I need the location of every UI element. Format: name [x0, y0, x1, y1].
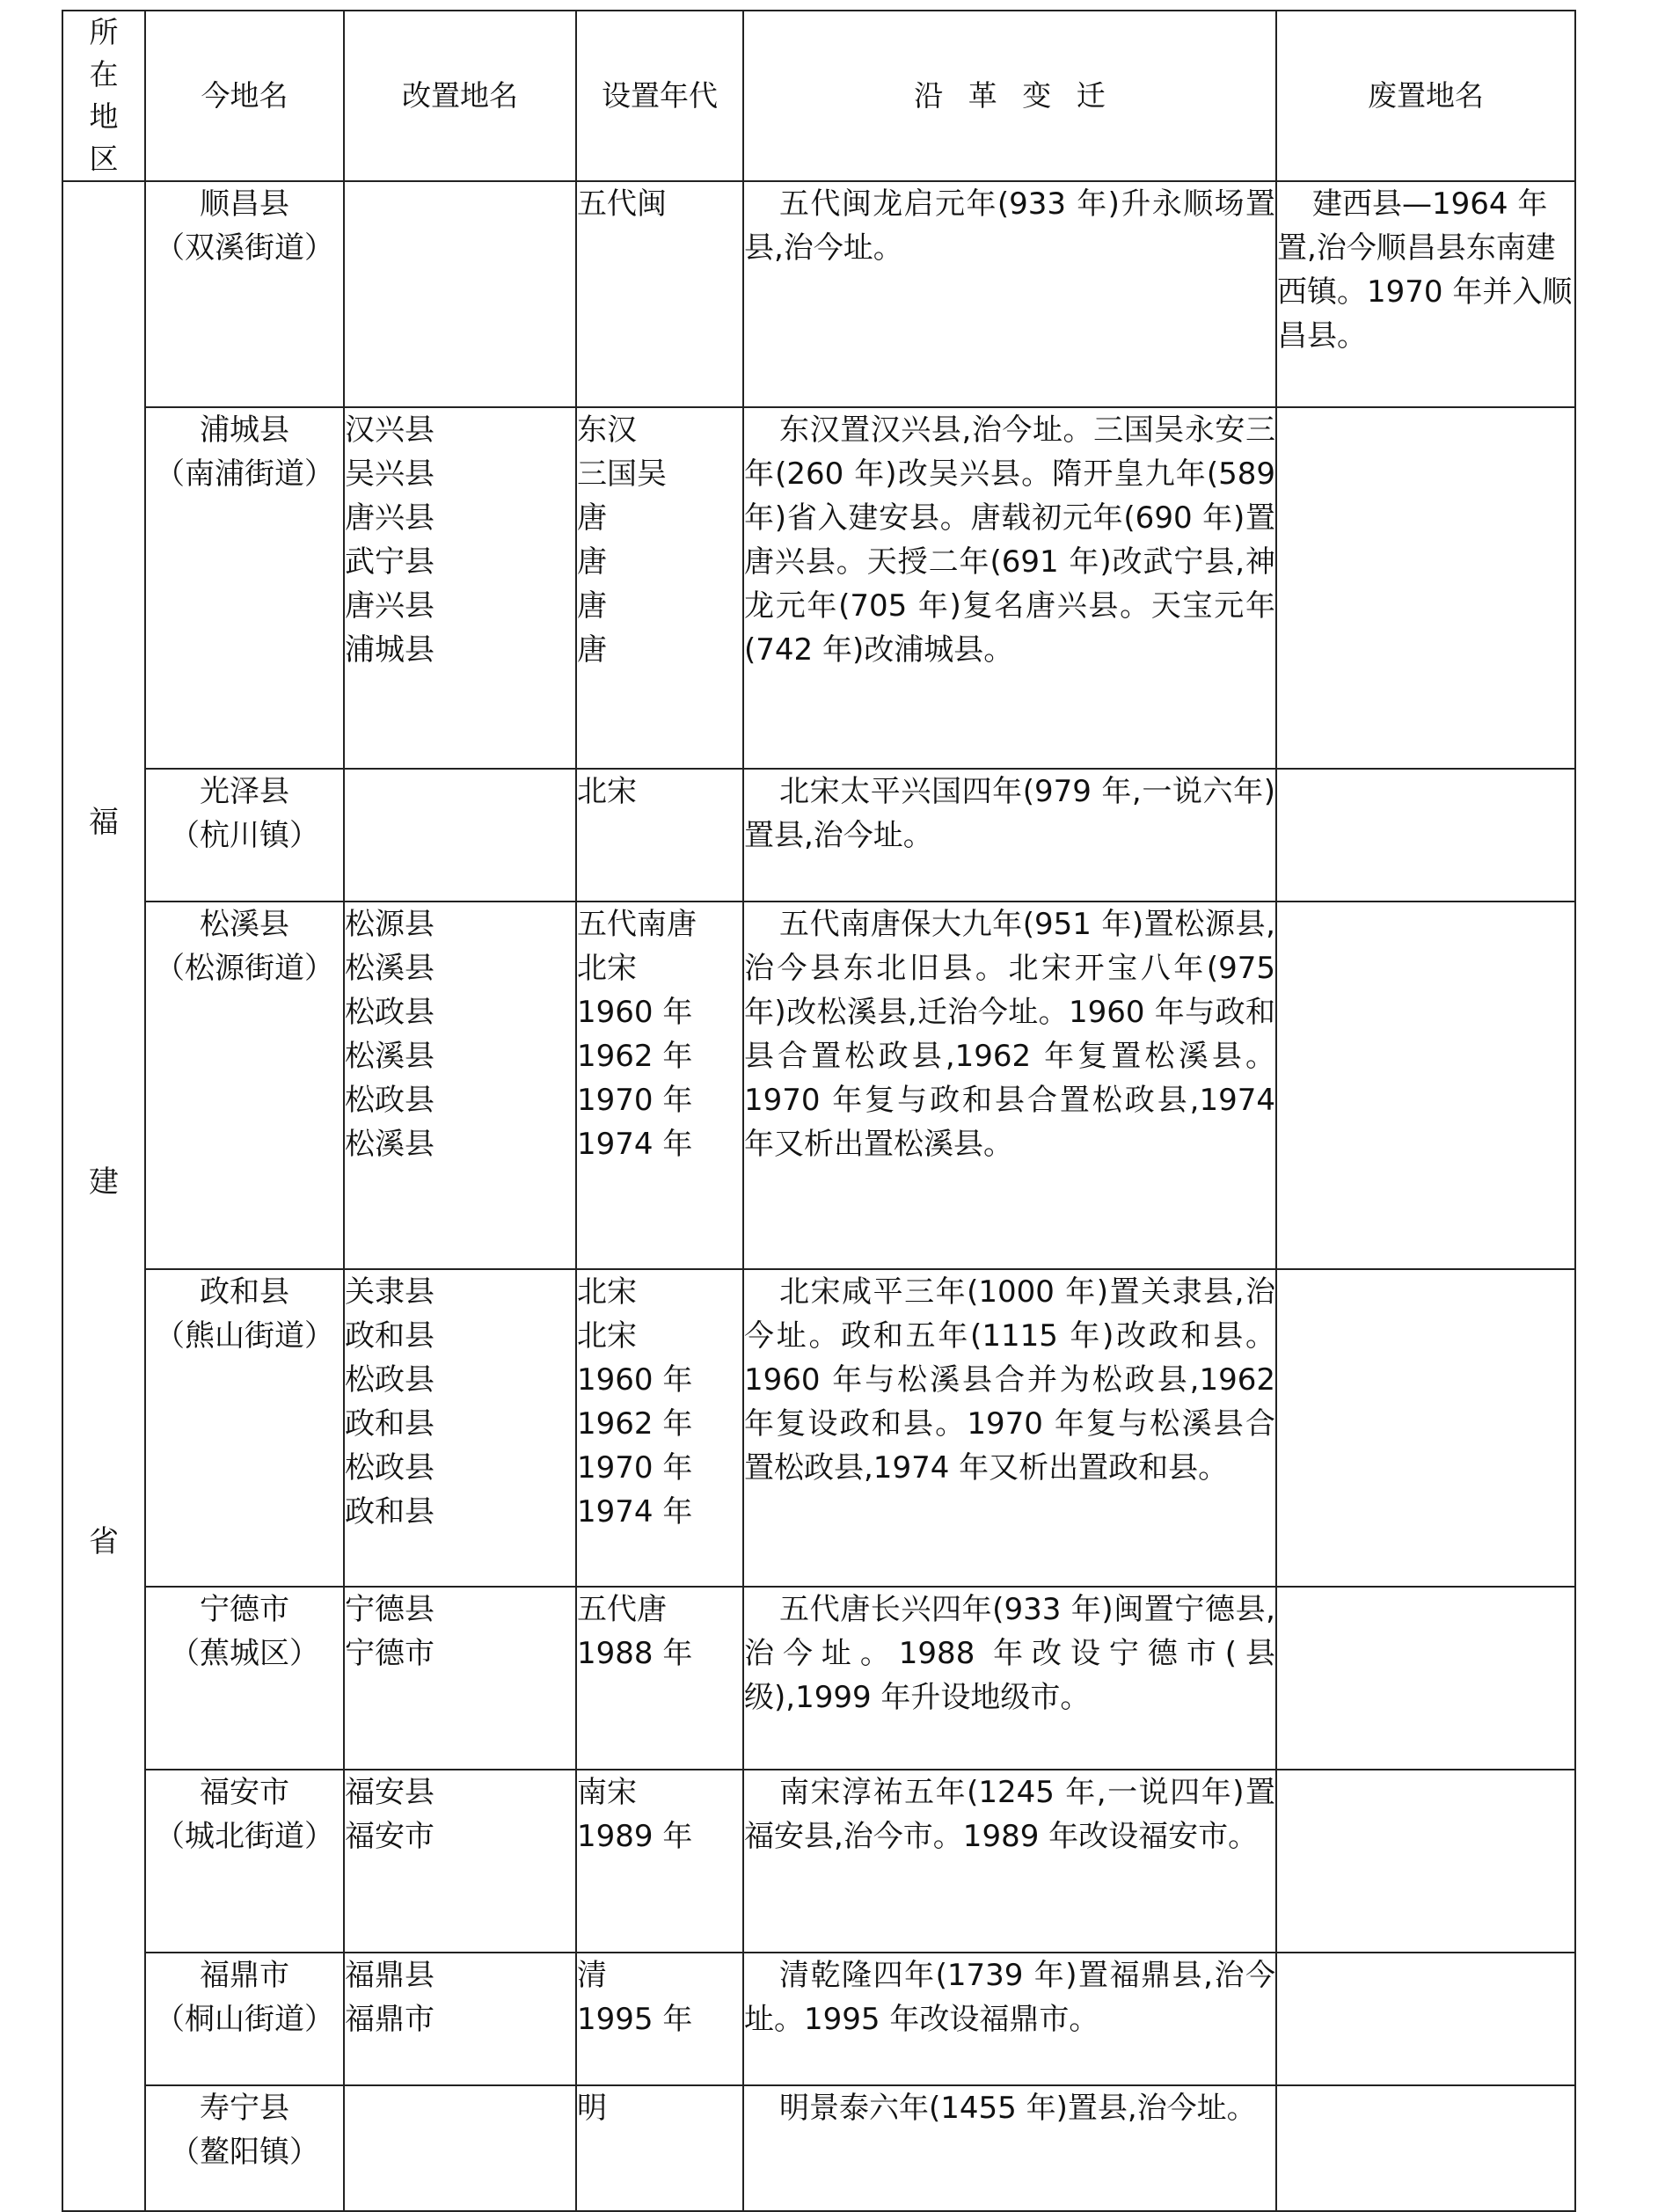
seat-name: （杭川镇） — [170, 818, 319, 853]
renamed-name: 松溪县 — [345, 951, 435, 986]
seat-name: （双溪街道） — [155, 230, 334, 266]
evolution-text: 五代唐长兴四年(933 年)闽置宁德县,治今址。1988 年改设宁德市(县级),1999 年升设地级市。 — [744, 1592, 1275, 1715]
evolution-text: 明景泰六年(1455 年)置县,治今址。 — [779, 2091, 1257, 2126]
current-name-cell — [145, 181, 344, 407]
era-value: 北宋 — [577, 774, 637, 809]
evolution-cell — [743, 1953, 1276, 2085]
province-char: 省 — [89, 1524, 119, 1559]
era-value: 1970 年 — [577, 1083, 693, 1118]
table-row — [62, 902, 1575, 1269]
era-value: 五代南唐 — [577, 907, 697, 942]
current-name: 浦城县 — [200, 412, 289, 448]
era-value: 1989 年 — [577, 1819, 693, 1854]
era-value: 1960 年 — [577, 995, 693, 1030]
abolished-cell — [1276, 1953, 1575, 2085]
renamed-name: 宁德市 — [345, 1636, 435, 1671]
era-value: 1988 年 — [577, 1636, 693, 1671]
era-value: 南宋 — [577, 1775, 637, 1810]
era-value: 北宋 — [577, 1274, 637, 1310]
current-name: 松溪县 — [200, 907, 289, 942]
evolution-text: 南宋淳祐五年(1245 年,一说四年)置福安县,治今市。1989 年改设福安市。 — [744, 1775, 1275, 1854]
current-name: 政和县 — [200, 1274, 289, 1310]
seat-name: （南浦街道） — [155, 456, 334, 492]
current-name: 光泽县 — [200, 774, 289, 809]
era-value: 1974 年 — [577, 1494, 693, 1529]
current-name-cell — [145, 1953, 344, 2085]
table-row — [62, 769, 1575, 902]
seat-name: （熊山街道） — [155, 1318, 334, 1354]
era-cell — [576, 1953, 743, 2085]
current-name: 福鼎市 — [200, 1958, 289, 1993]
abolished-cell — [1276, 1269, 1575, 1587]
era-value: 1970 年 — [577, 1450, 693, 1486]
era-value: 三国吴 — [577, 456, 667, 492]
era-value: 清 — [577, 1958, 607, 1993]
table-row — [62, 1587, 1575, 1770]
current-name-cell — [145, 1269, 344, 1587]
evolution-cell — [743, 1269, 1276, 1587]
current-name-cell — [145, 902, 344, 1269]
era-value: 唐 — [577, 544, 607, 580]
table-row — [62, 407, 1575, 769]
province-cell — [62, 181, 145, 2211]
renamed-cell — [344, 769, 576, 902]
evolution-text: 北宋太平兴国四年(979 年,一说六年)置县,治今址。 — [744, 774, 1275, 853]
evolution-cell — [743, 407, 1276, 769]
header-evolution: 沿 革 变 迁 — [743, 11, 1276, 181]
renamed-name: 松政县 — [345, 1450, 435, 1486]
renamed-name: 松政县 — [345, 1083, 435, 1118]
abolished-cell — [1276, 181, 1575, 407]
province-char: 福 — [89, 805, 119, 840]
era-value: 五代唐 — [577, 1592, 667, 1627]
evolution-cell — [743, 181, 1276, 407]
evolution-cell — [743, 902, 1276, 1269]
renamed-name: 福鼎市 — [345, 2002, 435, 2037]
header-abolished: 废置地名 — [1276, 11, 1575, 181]
era-value: 1995 年 — [577, 2002, 693, 2037]
abolished-text: 建西县—1964 年置,治今顺昌县东南建西镇。1970 年并入顺昌县。 — [1277, 186, 1573, 354]
era-value: 唐 — [577, 632, 607, 668]
renamed-name: 唐兴县 — [345, 500, 435, 536]
era-value: 1962 年 — [577, 1406, 693, 1442]
header-current-name: 今地名 — [145, 11, 344, 181]
header-region: 所在地区 — [62, 11, 145, 181]
header-row — [62, 11, 1575, 181]
era-cell — [576, 181, 743, 407]
era-cell — [576, 407, 743, 769]
current-name: 宁德市 — [200, 1592, 289, 1627]
evolution-text: 五代闽龙启元年(933 年)升永顺场置县,治今址。 — [744, 186, 1275, 266]
current-name-cell — [145, 2085, 344, 2211]
renamed-name: 政和县 — [345, 1494, 435, 1529]
table-row — [62, 2085, 1575, 2211]
era-cell — [576, 1770, 743, 1953]
current-name-cell — [145, 769, 344, 902]
renamed-cell — [344, 2085, 576, 2211]
renamed-name: 关隶县 — [345, 1274, 435, 1310]
renamed-cell — [344, 407, 576, 769]
header-renamed: 改置地名 — [344, 11, 576, 181]
renamed-name: 福安市 — [345, 1819, 435, 1854]
table-row — [62, 1269, 1575, 1587]
evolution-text: 北宋咸平三年(1000 年)置关隶县,治今址。政和五年(1115 年)改政和县。1960 年与松溪县合并为松政县,1962 年复设政和县。1970 年复与松溪县合置松政县,1974 年又析出置政和县。 — [744, 1274, 1275, 1486]
era-value: 1974 年 — [577, 1127, 693, 1162]
abolished-cell — [1276, 1587, 1575, 1770]
renamed-name: 松政县 — [345, 995, 435, 1030]
era-cell — [576, 2085, 743, 2211]
era-cell — [576, 902, 743, 1269]
abolished-cell — [1276, 407, 1575, 769]
current-name-cell — [145, 407, 344, 769]
renamed-cell — [344, 1953, 576, 2085]
evolution-cell — [743, 1770, 1276, 1953]
current-name: 顺昌县 — [200, 186, 289, 222]
province-char: 建 — [89, 1164, 119, 1200]
evolution-cell — [743, 2085, 1276, 2211]
era-value: 北宋 — [577, 1318, 637, 1354]
renamed-cell — [344, 181, 576, 407]
era-value: 五代闽 — [577, 186, 667, 222]
abolished-cell — [1276, 769, 1575, 902]
evolution-text: 东汉置汉兴县,治今址。三国吴永安三年(260 年)改吴兴县。隋开皇九年(589 年)省入建安县。唐载初元年(690 年)置唐兴县。天授二年(691 年)改武宁县,神龙元年(705 年)复名唐兴县。天宝元年(742 年)改浦城县。 — [744, 412, 1275, 668]
evolution-text: 清乾隆四年(1739 年)置福鼎县,治今址。1995 年改设福鼎市。 — [744, 1958, 1275, 2037]
abolished-cell — [1276, 1770, 1575, 1953]
renamed-cell — [344, 1269, 576, 1587]
current-name-cell — [145, 1587, 344, 1770]
renamed-name: 福安县 — [345, 1775, 435, 1810]
renamed-name: 松溪县 — [345, 1039, 435, 1074]
era-cell — [576, 1269, 743, 1587]
renamed-name: 武宁县 — [345, 544, 435, 580]
era-value: 唐 — [577, 588, 607, 624]
renamed-name: 松政县 — [345, 1362, 435, 1398]
table-row — [62, 1953, 1575, 2085]
era-value: 北宋 — [577, 951, 637, 986]
renamed-name: 政和县 — [345, 1318, 435, 1354]
seat-name: （蕉城区） — [170, 1636, 319, 1671]
header-era: 设置年代 — [576, 11, 743, 181]
renamed-name: 松溪县 — [345, 1127, 435, 1162]
evolution-cell — [743, 1587, 1276, 1770]
evolution-text: 五代南唐保大九年(951 年)置松源县,治今县东北旧县。北宋开宝八年(975 年)改松溪县,迁治今址。1960 年与政和县合置松政县,1962 年复置松溪县。1970 年复与政和县合置松政县,1974 年又析出置松溪县。 — [744, 907, 1275, 1162]
abolished-cell — [1276, 902, 1575, 1269]
era-value: 1960 年 — [577, 1362, 693, 1398]
evolution-cell — [743, 769, 1276, 902]
renamed-cell — [344, 1587, 576, 1770]
renamed-name: 政和县 — [345, 1406, 435, 1442]
renamed-name: 汉兴县 — [345, 412, 435, 448]
era-value: 明 — [577, 2091, 607, 2126]
gazetteer-table — [62, 10, 1576, 2212]
current-name-cell — [145, 1770, 344, 1953]
current-name: 寿宁县 — [200, 2091, 289, 2126]
renamed-name: 吴兴县 — [345, 456, 435, 492]
renamed-name: 松源县 — [345, 907, 435, 942]
era-value: 东汉 — [577, 412, 637, 448]
era-cell — [576, 769, 743, 902]
current-name: 福安市 — [200, 1775, 289, 1810]
table-row — [62, 181, 1575, 407]
renamed-name: 宁德县 — [345, 1592, 435, 1627]
renamed-cell — [344, 1770, 576, 1953]
renamed-name: 浦城县 — [345, 632, 435, 668]
renamed-name: 福鼎县 — [345, 1958, 435, 1993]
seat-name: （松源街道） — [155, 951, 334, 986]
renamed-cell — [344, 902, 576, 1269]
era-value: 1962 年 — [577, 1039, 693, 1074]
table-row — [62, 1770, 1575, 1953]
era-cell — [576, 1587, 743, 1770]
seat-name: （桐山街道） — [155, 2002, 334, 2037]
seat-name: （城北街道） — [155, 1819, 334, 1854]
abolished-cell — [1276, 2085, 1575, 2211]
renamed-name: 唐兴县 — [345, 588, 435, 624]
seat-name: （鳌阳镇） — [170, 2135, 319, 2170]
era-value: 唐 — [577, 500, 607, 536]
